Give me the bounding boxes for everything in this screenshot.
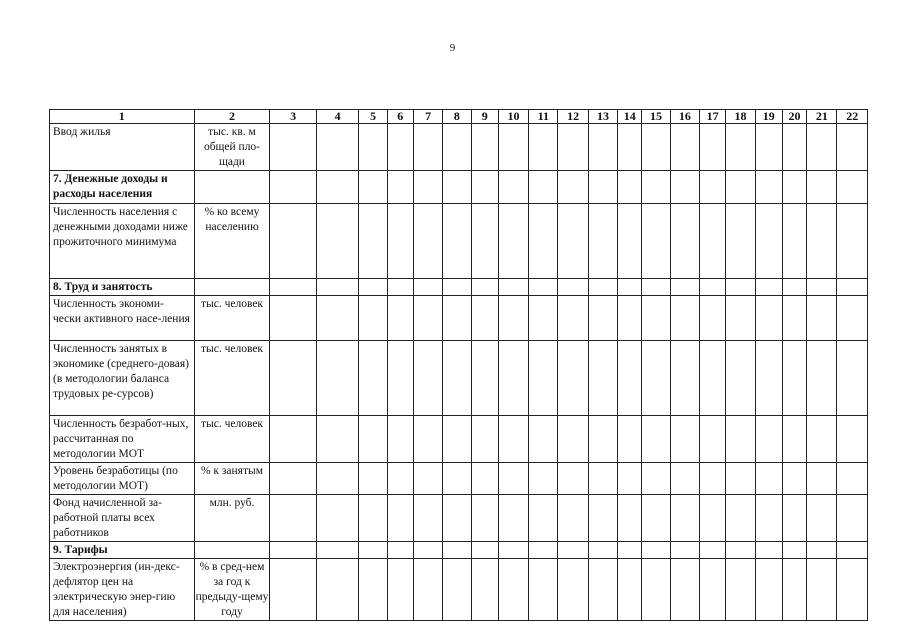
empty-cell[interactable] (726, 341, 755, 416)
indicator-name: Численность занятых в экономике (среднего-довая) (в методологии баланса трудовых ре-сурсов) (50, 341, 195, 416)
empty-cell[interactable] (700, 171, 726, 204)
empty-cell[interactable] (837, 495, 868, 542)
empty-cell[interactable] (270, 559, 317, 621)
indicator-name: Численность экономи-чески активного насе-ления (50, 296, 195, 341)
empty-cell[interactable] (316, 463, 358, 495)
empty-cell[interactable] (588, 341, 617, 416)
table-row (50, 341, 868, 416)
empty-cell[interactable] (700, 463, 726, 495)
unit-cell (194, 279, 270, 296)
empty-cell[interactable] (316, 171, 358, 204)
empty-cell[interactable] (529, 296, 558, 341)
empty-cell[interactable] (387, 542, 413, 559)
empty-cell[interactable] (471, 495, 498, 542)
empty-cell[interactable] (359, 171, 387, 204)
empty-cell[interactable] (642, 279, 670, 296)
column-header: 6 (387, 110, 413, 124)
indicator-name: Ввод жилья (50, 124, 195, 171)
empty-cell[interactable] (316, 495, 358, 542)
empty-cell[interactable] (670, 171, 699, 204)
column-header: 5 (359, 110, 387, 124)
empty-cell[interactable] (755, 279, 782, 296)
empty-cell[interactable] (670, 279, 699, 296)
empty-cell[interactable] (498, 124, 528, 171)
empty-cell[interactable] (387, 296, 413, 341)
empty-cell[interactable] (642, 204, 670, 279)
unit-cell: тыс. человек (194, 416, 270, 463)
empty-cell[interactable] (782, 124, 806, 171)
column-header: 4 (316, 110, 358, 124)
empty-cell[interactable] (529, 204, 558, 279)
empty-cell[interactable] (782, 463, 806, 495)
section-row (50, 279, 868, 296)
empty-cell[interactable] (618, 542, 642, 559)
table-row (50, 124, 868, 171)
empty-cell[interactable] (726, 416, 755, 463)
empty-cell[interactable] (700, 124, 726, 171)
empty-cell[interactable] (498, 495, 528, 542)
unit-cell: тыс. человек (194, 296, 270, 341)
empty-cell[interactable] (588, 416, 617, 463)
table-header-row (50, 110, 868, 124)
empty-cell[interactable] (726, 463, 755, 495)
empty-cell[interactable] (837, 542, 868, 559)
empty-cell[interactable] (529, 124, 558, 171)
empty-cell[interactable] (726, 279, 755, 296)
empty-cell[interactable] (270, 495, 317, 542)
empty-cell[interactable] (782, 416, 806, 463)
table-row (50, 296, 868, 341)
empty-cell[interactable] (359, 279, 387, 296)
empty-cell[interactable] (270, 124, 317, 171)
empty-cell[interactable] (670, 495, 699, 542)
empty-cell[interactable] (618, 124, 642, 171)
empty-cell[interactable] (642, 463, 670, 495)
empty-cell[interactable] (413, 559, 442, 621)
empty-cell[interactable] (670, 124, 699, 171)
empty-cell[interactable] (588, 204, 617, 279)
column-header: 17 (700, 110, 726, 124)
empty-cell[interactable] (471, 296, 498, 341)
empty-cell[interactable] (387, 171, 413, 204)
empty-cell[interactable] (471, 171, 498, 204)
empty-cell[interactable] (588, 542, 617, 559)
empty-cell[interactable] (387, 495, 413, 542)
column-header: 21 (807, 110, 837, 124)
empty-cell[interactable] (782, 495, 806, 542)
empty-cell[interactable] (700, 341, 726, 416)
empty-cell[interactable] (359, 463, 387, 495)
column-header: 12 (558, 110, 588, 124)
empty-cell[interactable] (270, 279, 317, 296)
table-row (50, 559, 868, 621)
empty-cell[interactable] (726, 124, 755, 171)
empty-cell[interactable] (837, 559, 868, 621)
section-title: 9. Тарифы (50, 542, 195, 559)
empty-cell[interactable] (558, 204, 588, 279)
empty-cell[interactable] (498, 542, 528, 559)
empty-cell[interactable] (755, 559, 782, 621)
column-header: 20 (782, 110, 806, 124)
empty-cell[interactable] (755, 296, 782, 341)
report-table (49, 109, 868, 621)
empty-cell[interactable] (807, 171, 837, 204)
empty-cell[interactable] (359, 495, 387, 542)
table-row (50, 463, 868, 495)
empty-cell[interactable] (529, 495, 558, 542)
empty-cell[interactable] (807, 495, 837, 542)
empty-cell[interactable] (807, 559, 837, 621)
empty-cell[interactable] (471, 279, 498, 296)
empty-cell[interactable] (755, 171, 782, 204)
empty-cell[interactable] (529, 341, 558, 416)
empty-cell[interactable] (782, 279, 806, 296)
section-row (50, 542, 868, 559)
column-header: 11 (529, 110, 558, 124)
empty-cell[interactable] (837, 279, 868, 296)
empty-cell[interactable] (670, 542, 699, 559)
empty-cell[interactable] (837, 124, 868, 171)
unit-cell: % к занятым (194, 463, 270, 495)
column-header: 14 (618, 110, 642, 124)
column-header: 10 (498, 110, 528, 124)
empty-cell[interactable] (807, 296, 837, 341)
empty-cell[interactable] (413, 124, 442, 171)
empty-cell[interactable] (726, 296, 755, 341)
empty-cell[interactable] (670, 341, 699, 416)
empty-cell[interactable] (755, 495, 782, 542)
empty-cell[interactable] (558, 559, 588, 621)
empty-cell[interactable] (558, 495, 588, 542)
empty-cell[interactable] (807, 124, 837, 171)
empty-cell[interactable] (618, 296, 642, 341)
empty-cell[interactable] (270, 542, 317, 559)
empty-cell[interactable] (498, 296, 528, 341)
empty-cell[interactable] (359, 204, 387, 279)
empty-cell[interactable] (618, 279, 642, 296)
empty-cell[interactable] (498, 279, 528, 296)
empty-cell[interactable] (443, 341, 471, 416)
empty-cell[interactable] (807, 542, 837, 559)
empty-cell[interactable] (782, 559, 806, 621)
empty-cell[interactable] (529, 416, 558, 463)
empty-cell[interactable] (837, 171, 868, 204)
empty-cell[interactable] (670, 296, 699, 341)
empty-cell[interactable] (755, 463, 782, 495)
empty-cell[interactable] (618, 559, 642, 621)
unit-cell: тыс. кв. м общей пло-щади (194, 124, 270, 171)
empty-cell[interactable] (443, 124, 471, 171)
empty-cell[interactable] (359, 542, 387, 559)
indicator-name: Фонд начисленной за-работной платы всех работников (50, 495, 195, 542)
empty-cell[interactable] (782, 204, 806, 279)
column-header: 3 (270, 110, 317, 124)
empty-cell[interactable] (443, 559, 471, 621)
empty-cell[interactable] (642, 341, 670, 416)
empty-cell[interactable] (588, 495, 617, 542)
empty-cell[interactable] (726, 204, 755, 279)
empty-cell[interactable] (782, 341, 806, 416)
empty-cell[interactable] (618, 463, 642, 495)
empty-cell[interactable] (270, 204, 317, 279)
empty-cell[interactable] (498, 559, 528, 621)
section-title: 7. Денежные доходы и расходы населения (50, 171, 195, 204)
empty-cell[interactable] (726, 542, 755, 559)
empty-cell[interactable] (443, 463, 471, 495)
table-row (50, 204, 868, 279)
empty-cell[interactable] (670, 204, 699, 279)
empty-cell[interactable] (670, 559, 699, 621)
empty-cell[interactable] (558, 341, 588, 416)
empty-cell[interactable] (782, 542, 806, 559)
empty-cell[interactable] (270, 171, 317, 204)
empty-cell[interactable] (498, 341, 528, 416)
empty-cell[interactable] (588, 559, 617, 621)
empty-cell[interactable] (642, 559, 670, 621)
empty-cell[interactable] (387, 559, 413, 621)
empty-cell[interactable] (588, 279, 617, 296)
empty-cell[interactable] (670, 463, 699, 495)
empty-cell[interactable] (359, 341, 387, 416)
empty-cell[interactable] (642, 416, 670, 463)
empty-cell[interactable] (413, 279, 442, 296)
indicator-name: Численность безработ-ных, рассчитанная по методологии МОТ (50, 416, 195, 463)
empty-cell[interactable] (316, 124, 358, 171)
empty-cell[interactable] (807, 204, 837, 279)
table-row (50, 495, 868, 542)
empty-cell[interactable] (782, 296, 806, 341)
empty-cell[interactable] (529, 463, 558, 495)
empty-cell[interactable] (618, 495, 642, 542)
empty-cell[interactable] (387, 204, 413, 279)
empty-cell[interactable] (755, 204, 782, 279)
column-header: 15 (642, 110, 670, 124)
empty-cell[interactable] (443, 542, 471, 559)
empty-cell[interactable] (700, 416, 726, 463)
empty-cell[interactable] (270, 463, 317, 495)
empty-cell[interactable] (618, 416, 642, 463)
empty-cell[interactable] (359, 559, 387, 621)
table-row (50, 416, 868, 463)
empty-cell[interactable] (837, 296, 868, 341)
empty-cell[interactable] (498, 171, 528, 204)
empty-cell[interactable] (443, 416, 471, 463)
empty-cell[interactable] (837, 341, 868, 416)
empty-cell[interactable] (529, 542, 558, 559)
column-header: 1 (50, 110, 195, 124)
empty-cell[interactable] (443, 279, 471, 296)
empty-cell[interactable] (642, 542, 670, 559)
empty-cell[interactable] (618, 341, 642, 416)
empty-cell[interactable] (443, 204, 471, 279)
unit-cell: % ко всему населению (194, 204, 270, 279)
empty-cell[interactable] (316, 341, 358, 416)
empty-cell[interactable] (755, 542, 782, 559)
empty-cell[interactable] (316, 296, 358, 341)
section-row (50, 171, 868, 204)
empty-cell[interactable] (359, 124, 387, 171)
empty-cell[interactable] (558, 296, 588, 341)
empty-cell[interactable] (413, 495, 442, 542)
unit-cell: % в сред-нем за год к предыду-щему году (194, 559, 270, 621)
empty-cell[interactable] (359, 296, 387, 341)
section-title: 8. Труд и занятость (50, 279, 195, 296)
empty-cell[interactable] (558, 124, 588, 171)
column-header: 13 (588, 110, 617, 124)
empty-cell[interactable] (726, 171, 755, 204)
empty-cell[interactable] (471, 124, 498, 171)
empty-cell[interactable] (670, 416, 699, 463)
empty-cell[interactable] (387, 341, 413, 416)
empty-cell[interactable] (642, 296, 670, 341)
indicator-name: Электроэнергия (ин-декс-дефлятор цен на электрическую энер-гию для населения) (50, 559, 195, 621)
empty-cell[interactable] (413, 171, 442, 204)
empty-cell[interactable] (558, 279, 588, 296)
empty-cell[interactable] (755, 416, 782, 463)
empty-cell[interactable] (413, 341, 442, 416)
empty-cell[interactable] (316, 559, 358, 621)
empty-cell[interactable] (588, 296, 617, 341)
empty-cell[interactable] (443, 171, 471, 204)
empty-cell[interactable] (837, 204, 868, 279)
empty-cell[interactable] (498, 204, 528, 279)
empty-cell[interactable] (387, 279, 413, 296)
empty-cell[interactable] (413, 416, 442, 463)
empty-cell[interactable] (471, 204, 498, 279)
column-header: 19 (755, 110, 782, 124)
unit-cell (194, 171, 270, 204)
empty-cell[interactable] (642, 124, 670, 171)
empty-cell[interactable] (471, 341, 498, 416)
unit-cell: тыс. человек (194, 341, 270, 416)
empty-cell[interactable] (498, 463, 528, 495)
empty-cell[interactable] (837, 463, 868, 495)
empty-cell[interactable] (618, 204, 642, 279)
empty-cell[interactable] (387, 416, 413, 463)
empty-cell[interactable] (558, 171, 588, 204)
empty-cell[interactable] (755, 341, 782, 416)
empty-cell[interactable] (558, 463, 588, 495)
empty-cell[interactable] (316, 542, 358, 559)
page-number: 9 (449, 42, 456, 54)
empty-cell[interactable] (443, 296, 471, 341)
empty-cell[interactable] (413, 463, 442, 495)
empty-cell[interactable] (316, 279, 358, 296)
empty-cell[interactable] (782, 171, 806, 204)
empty-cell[interactable] (471, 463, 498, 495)
empty-cell[interactable] (642, 495, 670, 542)
empty-cell[interactable] (316, 416, 358, 463)
empty-cell[interactable] (413, 204, 442, 279)
column-header: 2 (194, 110, 270, 124)
indicator-name: Уровень безработицы (по методологии МОТ) (50, 463, 195, 495)
empty-cell[interactable] (529, 279, 558, 296)
column-header: 7 (413, 110, 442, 124)
empty-cell[interactable] (270, 296, 317, 341)
empty-cell[interactable] (588, 463, 617, 495)
empty-cell[interactable] (642, 171, 670, 204)
empty-cell[interactable] (270, 416, 317, 463)
empty-cell[interactable] (755, 124, 782, 171)
empty-cell[interactable] (413, 296, 442, 341)
unit-cell (194, 542, 270, 559)
empty-cell[interactable] (270, 341, 317, 416)
column-header: 8 (443, 110, 471, 124)
empty-cell[interactable] (471, 416, 498, 463)
empty-cell[interactable] (807, 416, 837, 463)
empty-cell[interactable] (588, 124, 617, 171)
empty-cell[interactable] (471, 542, 498, 559)
empty-cell[interactable] (700, 279, 726, 296)
empty-cell[interactable] (588, 171, 617, 204)
empty-cell[interactable] (618, 171, 642, 204)
empty-cell[interactable] (700, 542, 726, 559)
indicator-name: Численность населения с денежными доходами ниже прожиточного минимума (50, 204, 195, 279)
empty-cell[interactable] (807, 463, 837, 495)
empty-cell[interactable] (529, 559, 558, 621)
empty-cell[interactable] (700, 296, 726, 341)
empty-cell[interactable] (807, 341, 837, 416)
empty-cell[interactable] (413, 542, 442, 559)
column-header: 9 (471, 110, 498, 124)
column-header: 18 (726, 110, 755, 124)
empty-cell[interactable] (726, 495, 755, 542)
empty-cell[interactable] (558, 542, 588, 559)
empty-cell[interactable] (359, 416, 387, 463)
empty-cell[interactable] (387, 463, 413, 495)
empty-cell[interactable] (837, 416, 868, 463)
empty-cell[interactable] (471, 559, 498, 621)
empty-cell[interactable] (700, 495, 726, 542)
empty-cell[interactable] (558, 416, 588, 463)
empty-cell[interactable] (443, 495, 471, 542)
empty-cell[interactable] (316, 204, 358, 279)
empty-cell[interactable] (700, 559, 726, 621)
unit-cell: млн. руб. (194, 495, 270, 542)
column-header: 22 (837, 110, 868, 124)
empty-cell[interactable] (700, 204, 726, 279)
column-header: 16 (670, 110, 699, 124)
empty-cell[interactable] (807, 279, 837, 296)
empty-cell[interactable] (387, 124, 413, 171)
empty-cell[interactable] (726, 559, 755, 621)
empty-cell[interactable] (529, 171, 558, 204)
empty-cell[interactable] (498, 416, 528, 463)
